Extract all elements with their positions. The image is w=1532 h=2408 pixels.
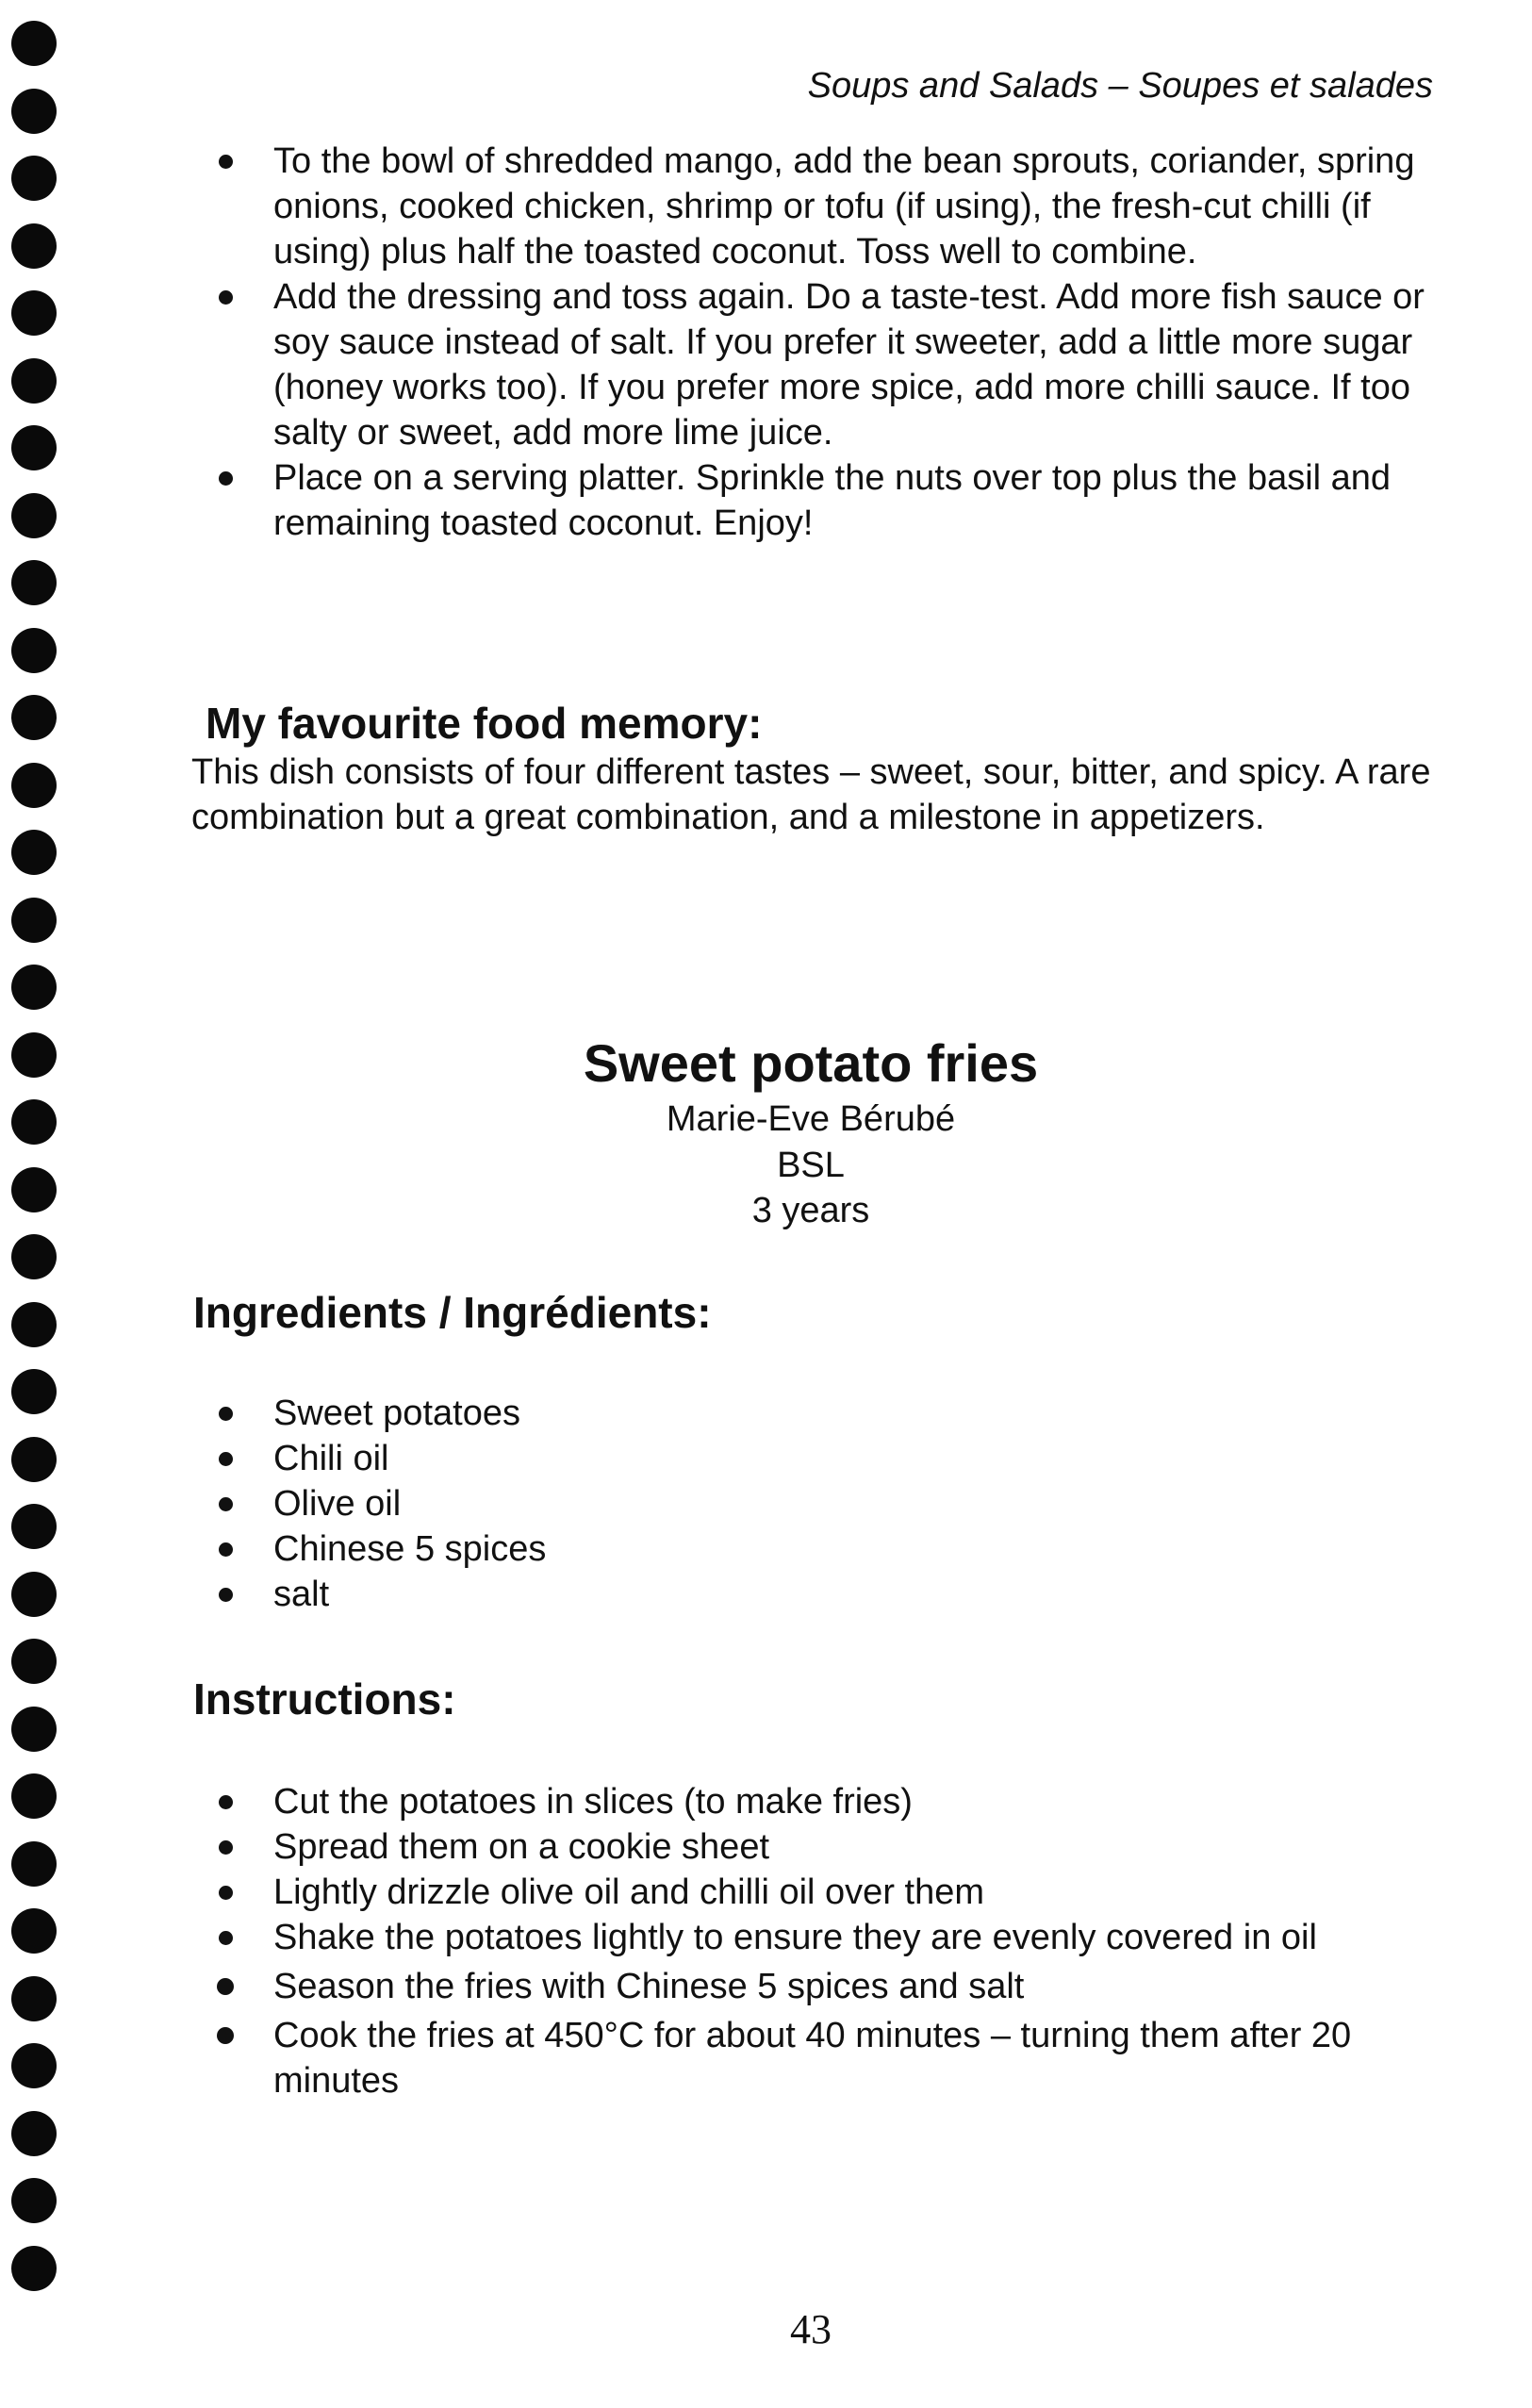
list-item: Place on a serving platter. Sprinkle the nuts over top plus the basil and remaining toasted coconut. Enjoy! bbox=[273, 455, 1442, 546]
binding-hole bbox=[11, 1234, 57, 1279]
instructions-list bbox=[273, 1779, 1442, 2103]
binding-hole bbox=[11, 1976, 57, 2021]
binding-hole bbox=[11, 695, 57, 740]
binding-hole bbox=[11, 1841, 57, 1887]
binding-hole bbox=[11, 2178, 57, 2223]
binding-hole bbox=[11, 21, 57, 66]
binding-hole bbox=[11, 1773, 57, 1819]
binding-hole bbox=[11, 223, 57, 269]
recipe-group: BSL bbox=[777, 1146, 845, 1185]
previous-recipe-steps bbox=[273, 139, 1442, 546]
list-item: Add the dressing and toss again. Do a taste-test. Add more fish sauce or soy sauce instead of salt. If you prefer it sweeter, add a little more sugar (honey works too). If you prefer more spice, add more chilli sauce. If too salty or sweet, add more lime juice. bbox=[273, 274, 1442, 455]
list-item: Spread them on a cookie sheet bbox=[273, 1824, 1442, 1870]
list-item: Cut the potatoes in slices (to make fries) bbox=[273, 1779, 1442, 1824]
list-item: Sweet potatoes bbox=[273, 1391, 1442, 1436]
binding-hole bbox=[11, 1437, 57, 1482]
binding-hole bbox=[11, 898, 57, 943]
food-memory-heading: My favourite food memory: bbox=[206, 699, 763, 748]
list-item: salt bbox=[273, 1572, 1442, 1617]
binding-hole bbox=[11, 965, 57, 1010]
binding-hole bbox=[11, 1504, 57, 1549]
binding-hole bbox=[11, 1639, 57, 1684]
binding-hole bbox=[11, 2246, 57, 2291]
binding-hole bbox=[11, 1302, 57, 1347]
binding-hole bbox=[11, 830, 57, 875]
list-item: Shake the potatoes lightly to ensure they are evenly covered in oil bbox=[273, 1915, 1442, 1960]
binding-hole bbox=[11, 1369, 57, 1414]
recipe-title: Sweet potato fries bbox=[583, 1033, 1039, 1093]
recipe-author: Marie-Eve Bérubé bbox=[666, 1099, 956, 1139]
binding-hole bbox=[11, 156, 57, 201]
list-item: Cook the fries at 450°C for about 40 minutes – turning them after 20 minutes bbox=[273, 2013, 1442, 2103]
list-item: Chinese 5 spices bbox=[273, 1526, 1442, 1572]
binding-hole bbox=[11, 493, 57, 538]
binding-hole bbox=[11, 1572, 57, 1617]
binding-hole bbox=[11, 2043, 57, 2088]
binding-hole bbox=[11, 1707, 57, 1752]
binding-hole bbox=[11, 2111, 57, 2156]
binding-hole bbox=[11, 560, 57, 605]
binding-hole bbox=[11, 425, 57, 470]
binding-hole bbox=[11, 89, 57, 134]
ingredients-list bbox=[273, 1391, 1442, 1617]
list-item: Olive oil bbox=[273, 1481, 1442, 1526]
list-item: To the bowl of shredded mango, add the bean sprouts, coriander, spring onions, cooked chicken, shrimp or tofu (if using), the fresh-cut chilli (if using) plus half the toasted coconut. Toss well to combine. bbox=[273, 139, 1442, 274]
binding-hole bbox=[11, 358, 57, 404]
recipe-years: 3 years bbox=[751, 1191, 870, 1230]
list-item: Season the fries with Chinese 5 spices and salt bbox=[273, 1964, 1442, 2009]
running-header: Soups and Salads – Soupes et salades bbox=[807, 66, 1433, 106]
binding-hole bbox=[11, 763, 57, 808]
binding-hole bbox=[11, 290, 57, 336]
binding-hole bbox=[11, 628, 57, 673]
list-item: Lightly drizzle olive oil and chilli oil over them bbox=[273, 1870, 1442, 1915]
food-memory-text: This dish consists of four different tastes – sweet, sour, bitter, and spicy. A rare combination but a great combination, and a milestone in appetizers. bbox=[191, 752, 1431, 837]
page-number: 43 bbox=[790, 2306, 832, 2352]
instructions-heading: Instructions: bbox=[193, 1674, 456, 1724]
list-item: Chili oil bbox=[273, 1436, 1442, 1481]
binding-hole bbox=[11, 1908, 57, 1954]
ingredients-heading: Ingredients / Ingrédients: bbox=[193, 1288, 712, 1337]
